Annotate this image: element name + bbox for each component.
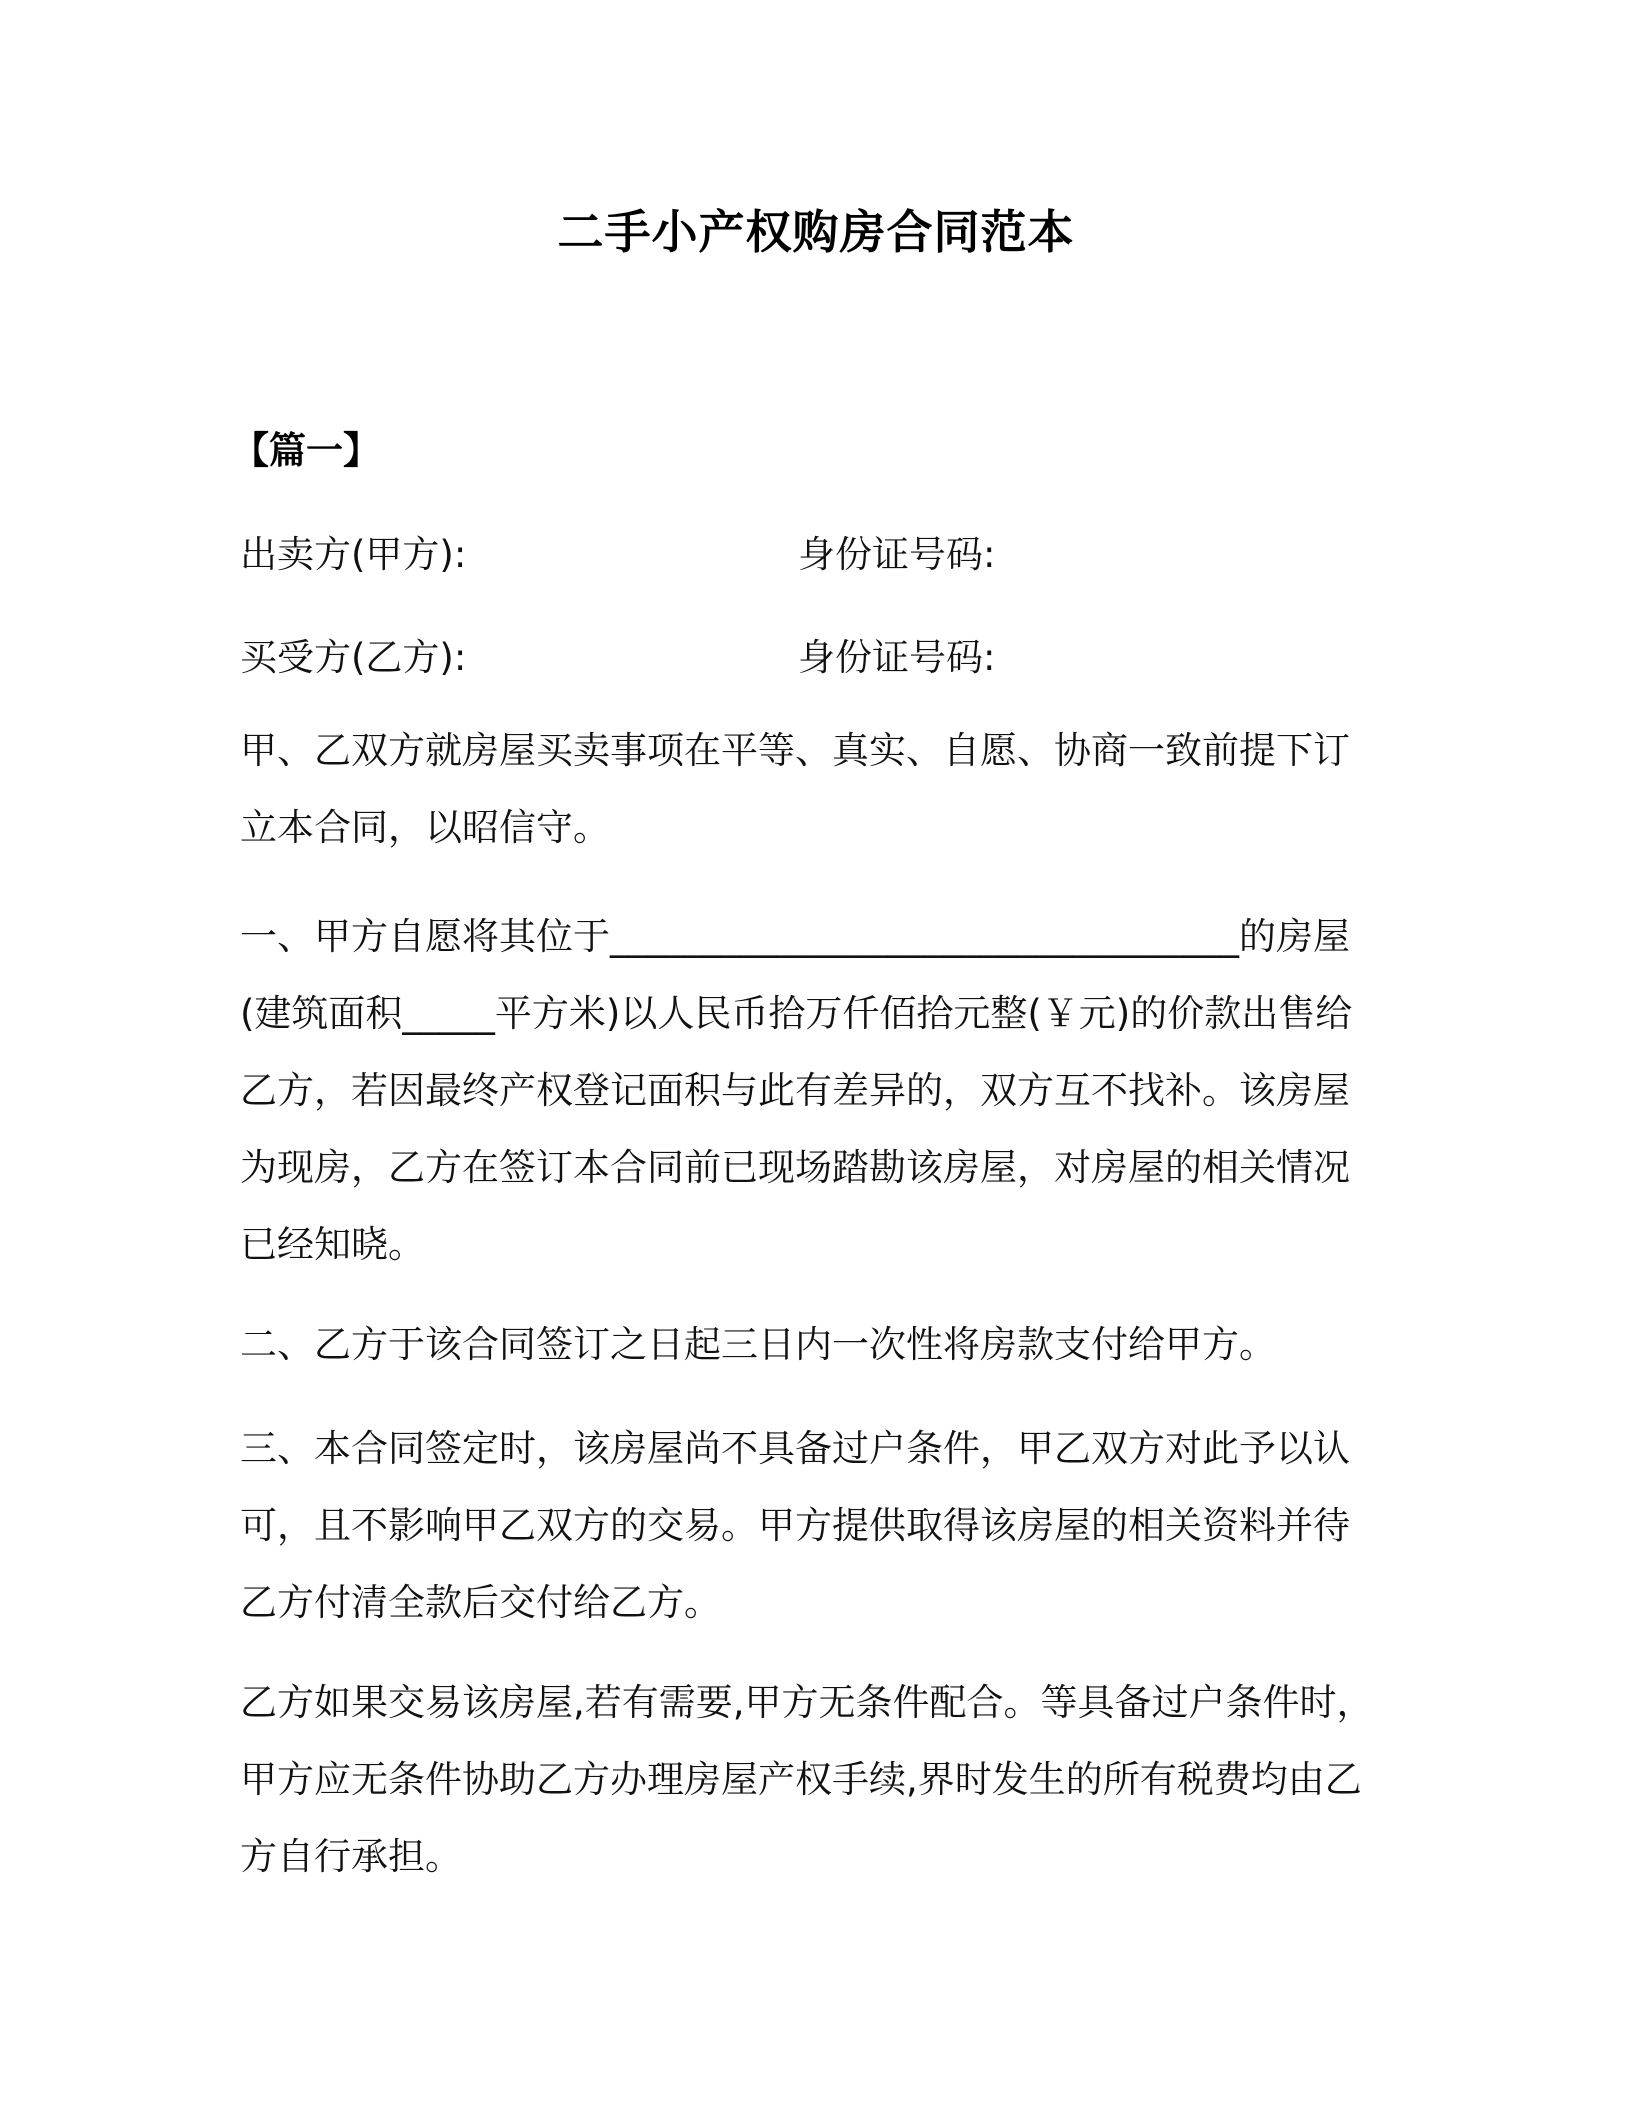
paragraph-line: 甲、乙双方就房屋买卖事项在平等、真实、自愿、协商一致前提下订 [240, 729, 1350, 772]
paragraph-line: 三、本合同签定时，该房屋尚不具备过户条件，甲乙双方对此予以认 [240, 1427, 1350, 1470]
paragraph-clause-2 [240, 1306, 1370, 1383]
paragraph-buyer-transfer [240, 1664, 1374, 1895]
paragraph-line: 可，且不影响甲乙双方的交易。甲方提供取得该房屋的相关资料并待 [240, 1504, 1350, 1547]
seller-row [240, 524, 1400, 574]
paragraph-line: 二、乙方于该合同签订之日起三日内一次性将房款支付给甲方。 [240, 1323, 1276, 1366]
buyer-id-label: 身份证号码: [798, 636, 996, 679]
paragraph-line: 乙方，若因最终产权登记面积与此有差异的，双方互不找补。该房屋 [240, 1069, 1350, 1112]
section-tag: 【篇一】 [232, 429, 380, 472]
paragraph-line: 乙方付清全款后交付给乙方。 [240, 1581, 721, 1624]
paragraph-line: 方自行承担。 [240, 1835, 462, 1878]
buyer-row [240, 627, 1400, 677]
paragraph-line: 立本合同，以昭信守。 [240, 806, 610, 849]
paragraph-line: (建筑面积_____平方米)以人民币拾万仟佰拾元整(￥元)的价款出售给 [240, 992, 1353, 1035]
seller-id-label: 身份证号码: [798, 533, 996, 576]
paragraph-preamble [240, 712, 1370, 866]
document-title: 二手小产权购房合同范本 [557, 205, 1075, 259]
seller-label: 出卖方(甲方): [240, 533, 467, 576]
paragraph-line: 乙方如果交易该房屋,若有需要,甲方无条件配合。等具备过户条件时， [240, 1681, 1374, 1724]
paragraph-line: 甲方应无条件协助乙方办理房屋产权手续,界时发生的所有税费均由乙 [240, 1758, 1362, 1801]
paragraph-clause-3 [240, 1410, 1370, 1641]
paragraph-clause-1 [240, 898, 1370, 1283]
paragraph-line: 一、甲方自愿将其位于__________________________________的房屋 [240, 915, 1350, 958]
buyer-label: 买受方(乙方): [240, 636, 467, 679]
paragraph-line: 已经知晓。 [240, 1223, 425, 1266]
paragraph-line: 为现房，乙方在签订本合同前已现场踏勘该房屋，对房屋的相关情况 [240, 1146, 1350, 1189]
